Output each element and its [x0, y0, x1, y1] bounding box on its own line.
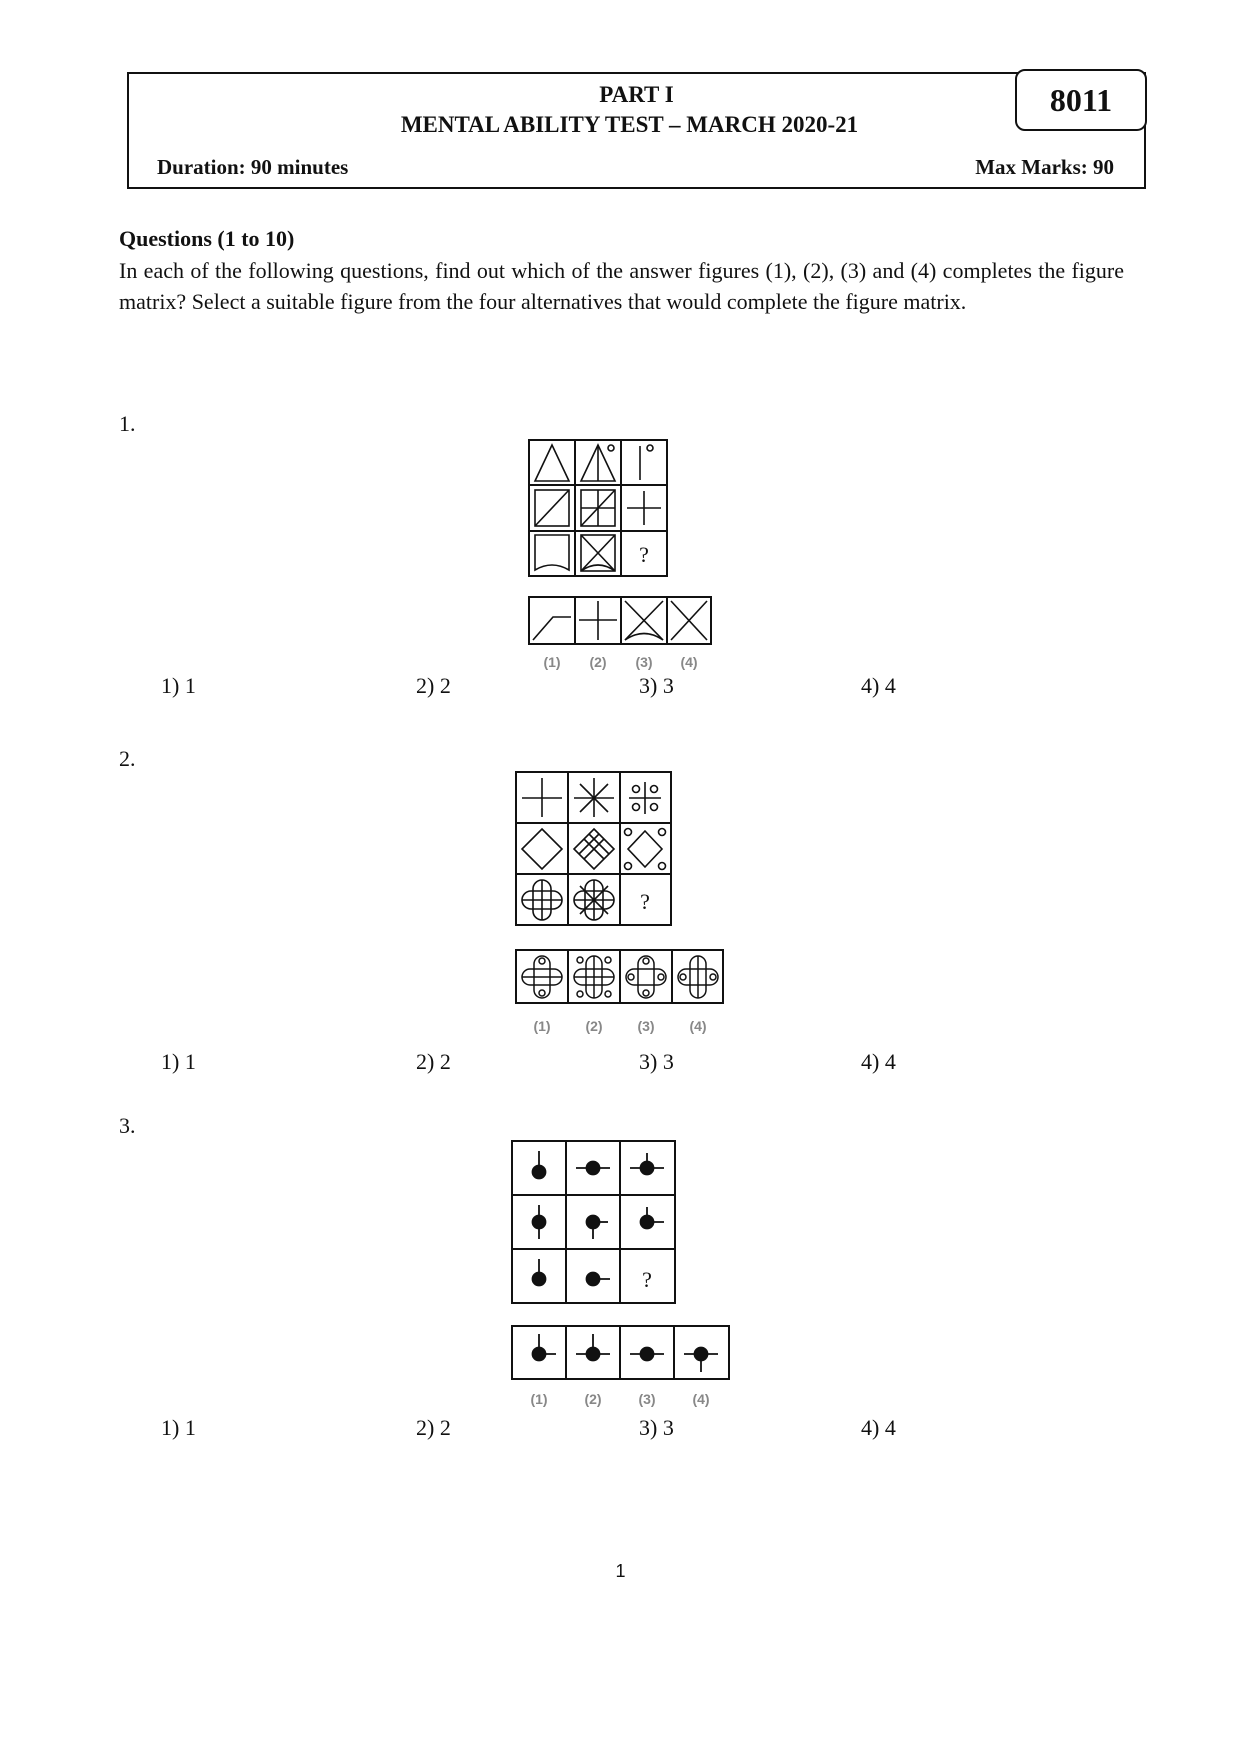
exam-header	[127, 72, 1146, 189]
question-2-figure-matrix	[514, 770, 674, 930]
section-heading: Questions (1 to 10)	[119, 226, 295, 251]
question-2-figure-label-1: (1)	[533, 1018, 551, 1034]
question-3-option-1[interactable]: 1) 1	[161, 1415, 196, 1440]
question-2-option-1[interactable]: 1) 1	[161, 1049, 196, 1074]
question-2-missing-mark: ?	[640, 889, 650, 914]
question-3-figure-label-1: (1)	[530, 1391, 548, 1407]
section-instructions: In each of the following questions, find out which of the answer figures (1), (2), (3) and (4) completes the figure matrix? Select a suitable figure from the four alternatives that would complete the figure matrix.	[119, 258, 1124, 314]
question-1-figure-label-2: (2)	[589, 654, 607, 670]
question-3-missing-mark: ?	[642, 1267, 652, 1292]
part-title: PART I	[599, 82, 674, 107]
question-2-option-4[interactable]: 4) 4	[861, 1049, 896, 1074]
test-title: MENTAL ABILITY TEST – MARCH 2020-21	[400, 112, 859, 137]
question-3-figure-matrix	[510, 1139, 680, 1309]
question-1-option-1[interactable]: 1) 1	[161, 673, 196, 698]
question-1-number: 1.	[119, 411, 136, 436]
question-2-figure-label-2: (2)	[585, 1018, 603, 1034]
question-2-option-3[interactable]: 3) 3	[639, 1049, 674, 1074]
question-3-option-3[interactable]: 3) 3	[639, 1415, 674, 1440]
question-3-figure-label-2: (2)	[584, 1391, 602, 1407]
question-1-option-2[interactable]: 2) 2	[416, 673, 451, 698]
question-3-option-4[interactable]: 4) 4	[861, 1415, 896, 1440]
question-1-figure-label-3: (3)	[635, 654, 653, 670]
page-number: 1	[615, 1561, 626, 1581]
question-3-answer-figures	[510, 1324, 735, 1414]
question-3-figure-label-4: (4)	[692, 1391, 710, 1407]
question-2-option-2[interactable]: 2) 2	[416, 1049, 451, 1074]
question-1-figure-label-1: (1)	[543, 654, 561, 670]
question-3-option-2[interactable]: 2) 2	[416, 1415, 451, 1440]
question-1-figure-label-4: (4)	[680, 654, 698, 670]
question-1-option-3[interactable]: 3) 3	[639, 673, 674, 698]
question-1-answer-figures	[527, 595, 717, 675]
question-2-number: 2.	[119, 746, 136, 771]
question-2-answer-figures	[514, 948, 729, 1040]
question-1-missing-mark: ?	[639, 542, 649, 567]
question-1-option-4[interactable]: 4) 4	[861, 673, 896, 698]
question-3-number: 3.	[119, 1113, 136, 1138]
question-2-figure-label-4: (4)	[689, 1018, 707, 1034]
paper-code-badge: 8011	[1015, 69, 1147, 131]
max-marks-label: Max Marks: 90	[975, 155, 1114, 179]
question-1-figure-matrix	[527, 438, 717, 583]
question-3-figure-label-3: (3)	[638, 1391, 656, 1407]
duration-label: Duration: 90 minutes	[157, 155, 349, 179]
question-2-figure-label-3: (3)	[637, 1018, 655, 1034]
